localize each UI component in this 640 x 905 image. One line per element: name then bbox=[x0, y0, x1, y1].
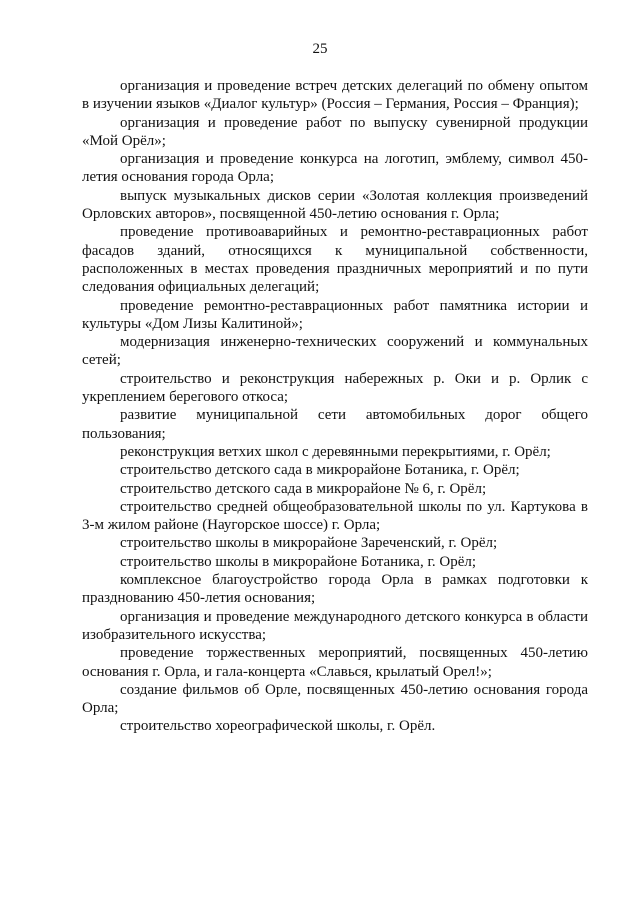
list-item: модернизация инженерно-технических сооружений и коммунальных сетей; bbox=[82, 334, 588, 369]
list-item: организация и проведение конкурса на логотип, эмблему, символ 450-летия основания города Орла; bbox=[82, 151, 588, 186]
list-item: организация и проведение встреч детских делегаций по обмену опытом в изучении языков «Диалог культур» (Россия – Германия, Россия – Франция); bbox=[82, 78, 588, 113]
list-item: организация и проведение работ по выпуску сувенирной продукции «Мой Орёл»; bbox=[82, 114, 588, 149]
list-item: проведение торжественных мероприятий, посвященных 450-летию основания г. Орла, и гала-концерта «Славься, крылатый Орел!»; bbox=[82, 645, 588, 680]
page-number: 25 bbox=[312, 41, 328, 57]
list-item: создание фильмов об Орле, посвященных 450-летию основания города Орла; bbox=[82, 681, 588, 717]
list-item: строительство детского сада в микрорайоне Ботаника, г. Орёл; bbox=[120, 462, 520, 479]
list-item: комплексное благоустройство города Орла в рамках подготовки к празднованию 450-летия основания; bbox=[82, 572, 588, 607]
list-item: проведение ремонтно-реставрационных работ памятника истории и культуры «Дом Лизы Калитиной»; bbox=[82, 297, 588, 332]
list-item: проведение противоаварийных и ремонтно-реставрационных работ фасадов зданий, относящихся к муниципальной собственности, расположенных в местах проведения праздничных мероприятий и по пути следования официальных делегаций; bbox=[82, 224, 588, 296]
list-item: строительство хореографической школы, г. Орёл. bbox=[120, 718, 436, 735]
document-body bbox=[82, 77, 588, 736]
list-item: строительство детского сада в микрорайоне № 6, г. Орёл; bbox=[120, 480, 487, 497]
list-item: строительство школы в микрорайоне Ботаника, г. Орёл; bbox=[120, 553, 477, 570]
list-item: строительство и реконструкция набережных р. Оки и р. Орлик с укреплением берегового откоса; bbox=[82, 370, 588, 406]
list-item: реконструкция ветхих школ с деревянными перекрытиями, г. Орёл; bbox=[120, 443, 551, 460]
list-item: строительство школы в микрорайоне Зареченский, г. Орёл; bbox=[120, 535, 498, 552]
list-item: строительство средней общеобразовательной школы по ул. Картукова в 3-м жилом районе (Наугорское шоссе) г. Орла; bbox=[82, 498, 588, 534]
list-item: организация и проведение международного детского конкурса в области изобразительного искусства; bbox=[82, 608, 588, 643]
list-item: выпуск музыкальных дисков серии «Золотая коллекция произведений Орловских авторов», посвященной 450-летию основания г. Орла; bbox=[82, 187, 588, 223]
list-item: развитие муниципальной сети автомобильных дорог общего пользования; bbox=[82, 407, 588, 442]
